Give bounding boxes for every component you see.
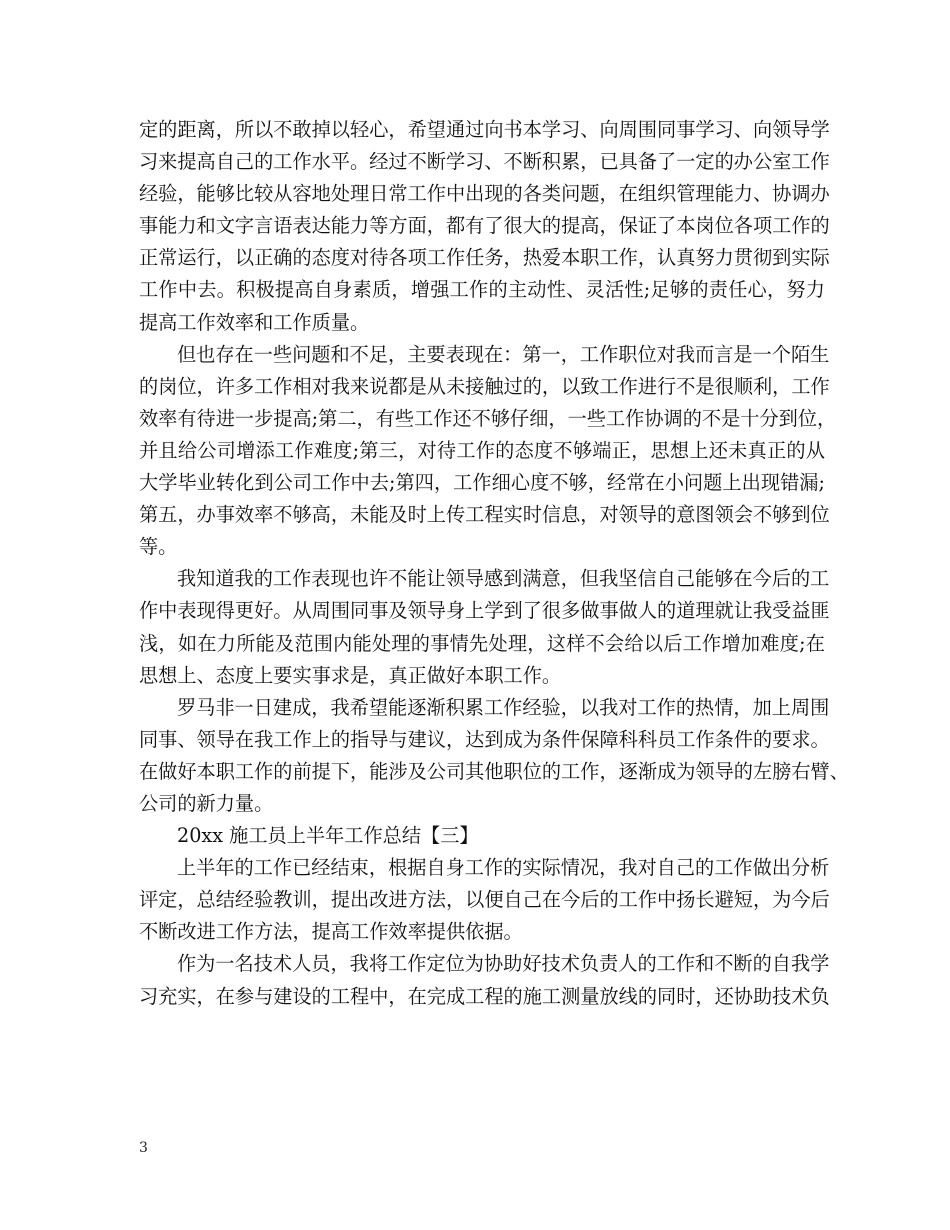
text-line: 工作中去。积极提高自身素质，增强工作的主动性、灵活性;足够的责任心，努力 bbox=[139, 278, 825, 302]
document-body bbox=[139, 114, 849, 1013]
text-line: 公司的新力量。 bbox=[139, 791, 274, 815]
section-heading: 20xx 施工员上半年工作总结【三】 bbox=[177, 824, 479, 848]
paragraph-first-line: 但也存在一些问题和不足，主要表现在：第一，工作职位对我而言是一个陌生 bbox=[177, 342, 830, 366]
text-line: 习来提高自己的工作水平。经过不断学习、不断积累，已具备了一定的办公室工作 bbox=[139, 150, 830, 174]
text-line: 在做好本职工作的前提下，能涉及公司其他职位的工作，逐渐成为领导的左膀右臂、 bbox=[139, 759, 849, 783]
paragraph-first-line: 作为一名技术人员，我将工作定位为协助好技术负责人的工作和不断的自我学 bbox=[177, 952, 830, 976]
text-line: 正常运行，以正确的态度对待各项工作任务，热爱本职工作，认真努力贯彻到实际 bbox=[139, 246, 830, 270]
text-line: 评定，总结经验教训，提出改进方法，以便自己在今后的工作中扬长避短，为今后 bbox=[139, 888, 830, 912]
text-line: 提高工作效率和工作质量。 bbox=[139, 310, 370, 334]
text-line: 大学毕业转化到公司工作中去;第四，工作细心度不够，经常在小问题上出现错漏; bbox=[139, 471, 825, 495]
text-line: 第五，办事效率不够高，未能及时上传工程实时信息，对领导的意图领会不够到位 bbox=[139, 503, 830, 527]
text-line: 并且给公司增添工作难度;第三，对待工作的态度不够端正，思想上还未真正的从 bbox=[139, 438, 825, 462]
text-line: 等。 bbox=[139, 535, 178, 559]
paragraph-first-line: 上半年的工作已经结束，根据自身工作的实际情况，我对自己的工作做出分析 bbox=[177, 856, 830, 880]
text-line: 定的距离，所以不敢掉以轻心，希望通过向书本学习、向周围同事学习、向领导学 bbox=[139, 118, 830, 141]
text-line: 同事、领导在我工作上的指导与建议，达到成为条件保障科科员工作条件的要求。 bbox=[139, 727, 830, 751]
text-line: 经验，能够比较从容地处理日常工作中出现的各类问题，在组织管理能力、协调办 bbox=[139, 182, 830, 206]
text-line: 浅，如在力所能及范围内能处理的事情先处理，这样不会给以后工作增加难度;在 bbox=[139, 631, 825, 655]
text-line: 作中表现得更好。从周围同事及领导身上学到了很多做事做人的道理就让我受益匪 bbox=[139, 599, 830, 623]
text-line: 习充实，在参与建设的工程中，在完成工程的施工测量放线的同时，还协助技术负 bbox=[139, 984, 830, 1008]
text-line: 事能力和文字言语表达能力等方面，都有了很大的提高，保证了本岗位各项工作的 bbox=[139, 214, 830, 238]
text-line: 效率有待进一步提高;第二，有些工作还不够仔细，一些工作协调的不是十分到位， bbox=[139, 406, 837, 430]
text-line: 思想上、态度上要实事求是，真正做好本职工作。 bbox=[139, 663, 562, 687]
text-line: 不断改进工作方法，提高工作效率提供依据。 bbox=[139, 920, 523, 944]
paragraph-first-line: 我知道我的工作表现也许不能让领导感到满意，但我坚信自己能够在今后的工 bbox=[177, 567, 830, 591]
paragraph-first-line: 罗马非一日建成，我希望能逐渐积累工作经验，以我对工作的热情，加上周围 bbox=[177, 695, 830, 719]
page-number: 3 bbox=[139, 1140, 148, 1156]
text-line: 的岗位，许多工作相对我来说都是从未接触过的，以致工作进行不是很顺利，工作 bbox=[139, 374, 830, 398]
